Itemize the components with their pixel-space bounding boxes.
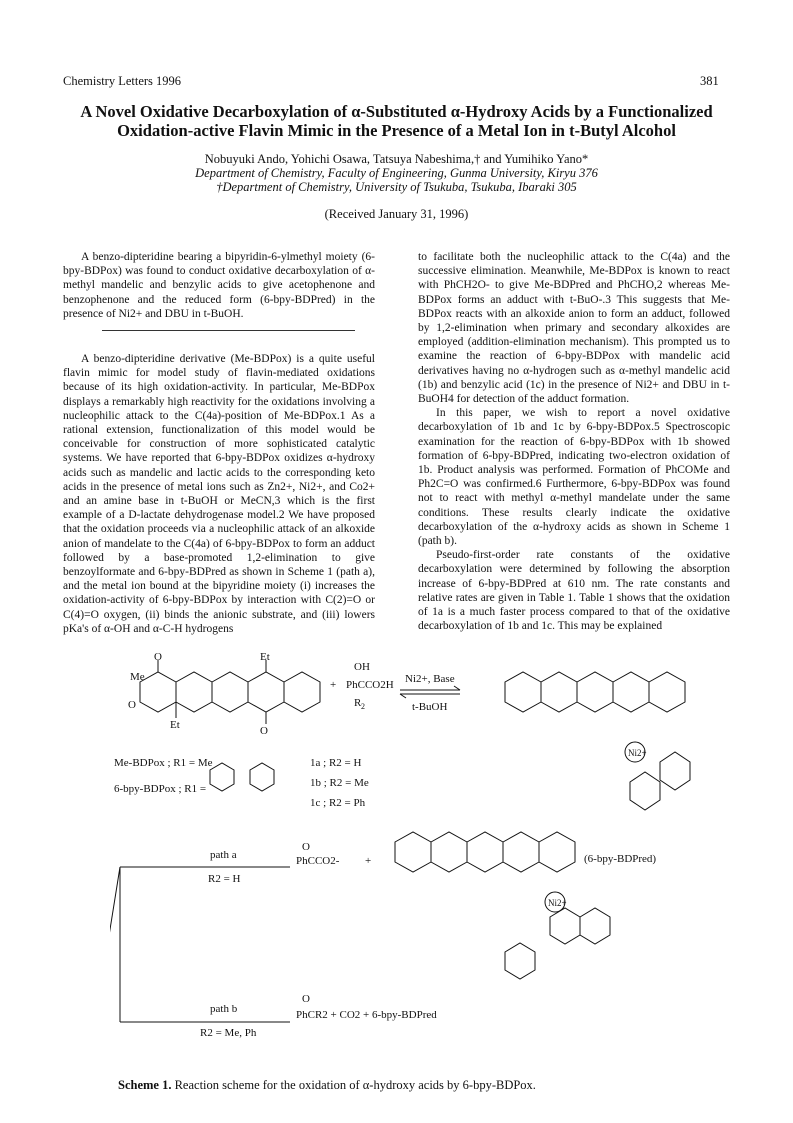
- ring: [176, 672, 212, 712]
- scheme-1: [110, 652, 720, 1077]
- left-column-body: [63, 352, 375, 636]
- right-column-body: [418, 250, 730, 633]
- nickel-ion-reduced: Ni2+: [548, 898, 567, 908]
- body-paragraph: A benzo-dipteridine derivative (Me-BDPox) is a quite useful flavin mimic for model study of flavin-mediated oxidations because of its high oxidation-activity. In particular, Me-BDPox displays a remarkably high reactivity for the oxidations involving a nucleophilic attack to the C(4a)-position of Me-BDPox.1 As a rational extension, functionalization of this model would be conceivable for construction of more sophisticated catalytic systems. We have reported that 6-bpy-BDPox oxidizes α-hydroxy acids such as mandelic and lactic acids to the corresponding keto acids in the presence of metal ions such as Zn2+, Ni2+, and Co2+ and an amine base in t-BuOH or MeCN,3 which is the first example of a D-lactate dehydrogenase model.2 We have proposed that the oxidation proceeds via a nucleophilic attack of an alkoxide anion of mandelate to the C(4a) of 6-bpy-BDPox to form an adduct followed by a base-promoted 1,2-elimination to give benzoylformate and 6-bpy-BDPred as shown in Scheme 1 (path a), and the metal ion bound at the bipyridine moiety (i) increases the oxidation-activity of 6-bpy-BDPox by interaction with C(2)=O or C(4)=O oxygen, (ii) binds the anionic substrate, and (iii) lowers pKa's of α-OH and α-C-H hydrogens: [63, 353, 375, 635]
- svg-text:OH: OH: [354, 661, 370, 673]
- svg-text:O: O: [302, 841, 310, 853]
- svg-text:+: +: [365, 855, 372, 867]
- caption-text: Reaction scheme for the oxidation of α-hydroxy acids by 6-bpy-BDPox.: [174, 1078, 536, 1092]
- abstract-text: A benzo-dipteridine bearing a bipyridin-6-ylmethyl moiety (6-bpy-BDPox) was found to conduct oxidative decarboxylation of α-methyl mandelic and benzylic acids to give acetophenone and benzophenone and the reduced form (6-bpy-BDPred) in the presence of Ni2+ and DBU in t-BuOH.: [63, 251, 375, 320]
- svg-text:+: +: [330, 679, 337, 691]
- substrate-formula: PhCCO2H: [346, 679, 394, 691]
- ring: [140, 672, 176, 712]
- svg-text:Et: Et: [260, 652, 270, 663]
- affiliation-1: Department of Chemistry, Faculty of Engineering, Gunma University, Kiryu 376: [195, 166, 598, 180]
- ring: [212, 672, 248, 712]
- running-header-journal: Chemistry Letters 1996: [63, 74, 182, 88]
- svg-text:O: O: [128, 699, 136, 711]
- body-paragraph: to facilitate both the nucleophilic attack to the C(4a) and the successive elimination. Meanwhile, Me-BDPox is known to react with PhCH2O- to give Me-BDPred and PhCHO,2 whereas Me-BDPox forms an adduct with t-BuO-.3 This suggests that Me-BDPox reacts with an alkoxide anion to form an adduct, followed by 1,2-elimination when primary and secondary alkoxides are employed (addition-elimination mechanism). This prompted us to examine the reaction of 6-bpy-BDPox with mandelic acid derivatives having no α-hydrogen such as α-methyl mandelic acid (1b) and benzylic acid (1c) in the presence of Ni2+ and DBU in t-BuOH4 for detection of the adduct formation.: [418, 251, 730, 406]
- reagent-top: Ni2+, Base: [405, 673, 455, 685]
- reduced-label: (6-bpy-BDPred): [584, 853, 657, 865]
- path-b-products: PhCR2 + CO2 + 6-bpy-BDPred: [296, 1009, 437, 1021]
- svg-text:R: R: [354, 697, 362, 709]
- path-a-product: PhCCO2-: [296, 855, 340, 867]
- received-date: (Received January 31, 1996): [324, 207, 469, 221]
- svg-text:O: O: [154, 652, 162, 663]
- title-line-1: A Novel Oxidative Decarboxylation of α-Substituted α-Hydroxy Acids by a Functionalized: [80, 102, 713, 121]
- path-a-condition: R2 = H: [208, 873, 241, 885]
- path-b-condition: R2 = Me, Ph: [200, 1027, 257, 1039]
- bpy-bdp-label: 6-bpy-BDPox ; R1 =: [114, 783, 207, 795]
- path-b-label: path b: [210, 1003, 238, 1015]
- svg-text:O: O: [302, 993, 310, 1005]
- svg-text:Et: Et: [170, 719, 180, 731]
- substrate-1a: 1a ; R2 = H: [310, 757, 362, 769]
- path-a-label: path a: [210, 849, 237, 861]
- page-number: 381: [700, 74, 719, 88]
- body-paragraph: Pseudo-first-order rate constants of the oxidative decarboxylation were determined by following the absorption increase of 6-bpy-BDPred at 610 nm. The rate constants and relative rates are given in Table 1. Table 1 shows that the oxidation of 1a is a much faster process compared to that of the oxidative decarboxylation of 1b and 1c. This may be explained: [418, 549, 730, 633]
- me-bdp-label: Me-BDPox ; R1 = Me: [114, 757, 213, 769]
- svg-text:2: 2: [361, 702, 365, 711]
- caption-label: Scheme 1.: [118, 1078, 172, 1092]
- authors: Nobuyuki Ando, Yohichi Osawa, Tatsuya Nabeshima,† and Yumihiko Yano*: [204, 152, 589, 166]
- svg-text:Me: Me: [130, 671, 145, 683]
- body-paragraph: In this paper, we wish to report a novel oxidative decarboxylation of 1b and 1c by 6-bpy-BDPox.5 Spectroscopic examination for the reaction of 6-bpy-BDPox with 1b showed formation of 6-bpy-BDPred, indicating two-electron oxidation of 1b. Product analysis was performed. Formation of PhCOMe and Ph2C=O was confirmed.6 Furthermore, 6-bpy-BDPox was found not to react with methyl α-methyl mandelate under the same conditions. These results clearly indicate the oxidative decarboxylation of the α-hydroxy acids as shown in Scheme 1 (path b).: [418, 407, 730, 548]
- reagent-bottom: t-BuOH: [412, 701, 448, 713]
- substrate-1b: 1b ; R2 = Me: [310, 777, 369, 789]
- scheme-caption: [118, 1078, 718, 1093]
- substrate-1c: 1c ; R2 = Ph: [310, 797, 366, 809]
- svg-text:O: O: [260, 725, 268, 737]
- scheme-1-svg: [110, 652, 720, 1072]
- abstract-divider: [102, 330, 355, 331]
- nickel-ion: Ni2+: [628, 748, 647, 758]
- abstract: [63, 250, 375, 321]
- ring: [284, 672, 320, 712]
- paper-title: [60, 102, 733, 140]
- affiliation-2: †Department of Chemistry, University of Tsukuba, Tsukuba, Ibaraki 305: [216, 180, 577, 194]
- ring: [248, 672, 284, 712]
- title-line-2: Oxidation-active Flavin Mimic in the Presence of a Metal Ion in t-Butyl Alcohol: [117, 121, 676, 140]
